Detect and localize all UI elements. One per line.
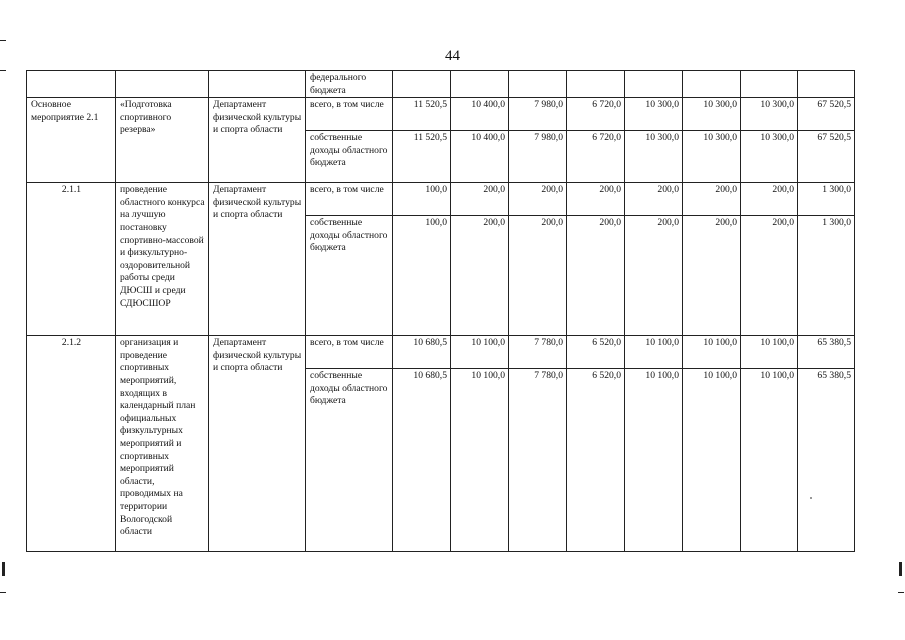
value-cell-empty	[451, 71, 509, 98]
value-cell: 10 300,0	[625, 131, 683, 183]
value-cell-empty	[509, 71, 567, 98]
total-value-cell: 67 520,5	[798, 131, 855, 183]
value-cell: 10 100,0	[741, 369, 798, 552]
measure-code-cell: Основное мероприятие 2.1	[27, 98, 116, 183]
scan-mark-left-bar	[2, 562, 5, 576]
value-cell: 10 680,5	[393, 369, 451, 552]
table-row-continuation	[27, 71, 855, 98]
budget-table	[26, 70, 855, 552]
value-cell: 10 300,0	[683, 131, 741, 183]
value-cell: 10 100,0	[741, 336, 798, 369]
value-cell: 10 100,0	[683, 336, 741, 369]
total-value-cell: 1 300,0	[798, 216, 855, 336]
value-cell: 10 300,0	[741, 131, 798, 183]
value-cell: 200,0	[509, 183, 567, 216]
funding-source-cell: всего, в том числе	[306, 183, 393, 216]
scan-mark-right-bar	[899, 562, 902, 576]
value-cell: 10 100,0	[683, 369, 741, 552]
value-cell: 200,0	[509, 216, 567, 336]
scan-mark-left-bottom	[0, 592, 6, 593]
value-cell: 6 520,0	[567, 336, 625, 369]
value-cell: 10 400,0	[451, 131, 509, 183]
value-cell-empty	[741, 71, 798, 98]
table-row	[27, 183, 855, 216]
value-cell: 100,0	[393, 216, 451, 336]
value-cell-empty	[798, 71, 855, 98]
funding-source-cell: собственные доходы областного бюджета	[306, 216, 393, 336]
executor-cell: Департамент физической культуры и спорта области	[209, 336, 306, 552]
value-cell: 200,0	[625, 216, 683, 336]
code-cell-empty	[27, 71, 116, 98]
value-cell: 7 780,0	[509, 369, 567, 552]
funding-source-cell: собственные доходы областного бюджета	[306, 369, 393, 552]
funding-source-cell: всего, в том числе	[306, 98, 393, 131]
value-cell: 10 100,0	[451, 336, 509, 369]
total-value-cell: 1 300,0	[798, 183, 855, 216]
value-cell: 10 300,0	[625, 98, 683, 131]
value-cell: 200,0	[567, 216, 625, 336]
value-cell: 10 100,0	[625, 336, 683, 369]
value-cell: 7 980,0	[509, 131, 567, 183]
value-cell: 10 680,5	[393, 336, 451, 369]
table-row	[27, 98, 855, 131]
scan-mark-left-top	[0, 40, 6, 41]
value-cell: 11 520,5	[393, 98, 451, 131]
funding-source-cell: собственные доходы областного бюджета	[306, 131, 393, 183]
value-cell: 7 980,0	[509, 98, 567, 131]
value-cell: 200,0	[567, 183, 625, 216]
value-cell: 200,0	[683, 183, 741, 216]
value-cell: 100,0	[393, 183, 451, 216]
scan-mark-right-bottom	[898, 592, 904, 593]
value-cell-empty	[625, 71, 683, 98]
executor-cell: Департамент физической культуры и спорта области	[209, 183, 306, 336]
measure-code-cell: 2.1.1	[27, 183, 116, 336]
value-cell-empty	[567, 71, 625, 98]
value-cell: 10 300,0	[741, 98, 798, 131]
value-cell: 200,0	[741, 216, 798, 336]
value-cell: 200,0	[683, 216, 741, 336]
total-value-cell: 67 520,5	[798, 98, 855, 131]
measure-name-cell: «Подготовка спортивного резерва»	[116, 98, 209, 183]
value-cell: 7 780,0	[509, 336, 567, 369]
budget-table-body	[27, 71, 855, 552]
measure-name-cell: проведение областного конкурса на лучшую постановку спортивно-массовой и физкультурно-оздоровительной работы среди ДЮСШ и среди СДЮСШОР	[116, 183, 209, 336]
value-cell: 10 400,0	[451, 98, 509, 131]
value-cell: 10 100,0	[625, 369, 683, 552]
executor-cell: Департамент физической культуры и спорта области	[209, 98, 306, 183]
funding-source-cell: федерального бюджета	[306, 71, 393, 98]
name-cell-empty	[116, 71, 209, 98]
value-cell: 6 720,0	[567, 131, 625, 183]
value-cell: 200,0	[741, 183, 798, 216]
budget-table-container	[26, 70, 854, 552]
value-cell: 10 100,0	[451, 369, 509, 552]
value-cell-empty	[393, 71, 451, 98]
measure-name-cell: организация и проведение спортивных мероприятий, входящих в календарный план официальных физкультурных мероприятий и спортивных мероприятий области, проводимых на территории Вологодской области	[116, 336, 209, 552]
value-cell: 10 300,0	[683, 98, 741, 131]
scan-mark-left-upper	[0, 70, 6, 71]
measure-code-cell: 2.1.2	[27, 336, 116, 552]
page-number: 44	[445, 48, 460, 64]
value-cell: 200,0	[451, 183, 509, 216]
executor-cell-empty	[209, 71, 306, 98]
table-row	[27, 336, 855, 369]
value-cell: 6 720,0	[567, 98, 625, 131]
total-value-cell: 65 380,5	[798, 369, 855, 552]
value-cell: 200,0	[451, 216, 509, 336]
value-cell: 200,0	[625, 183, 683, 216]
value-cell: 11 520,5	[393, 131, 451, 183]
funding-source-cell: всего, в том числе	[306, 336, 393, 369]
value-cell-empty	[683, 71, 741, 98]
total-value-cell: 65 380,5	[798, 336, 855, 369]
value-cell: 6 520,0	[567, 369, 625, 552]
